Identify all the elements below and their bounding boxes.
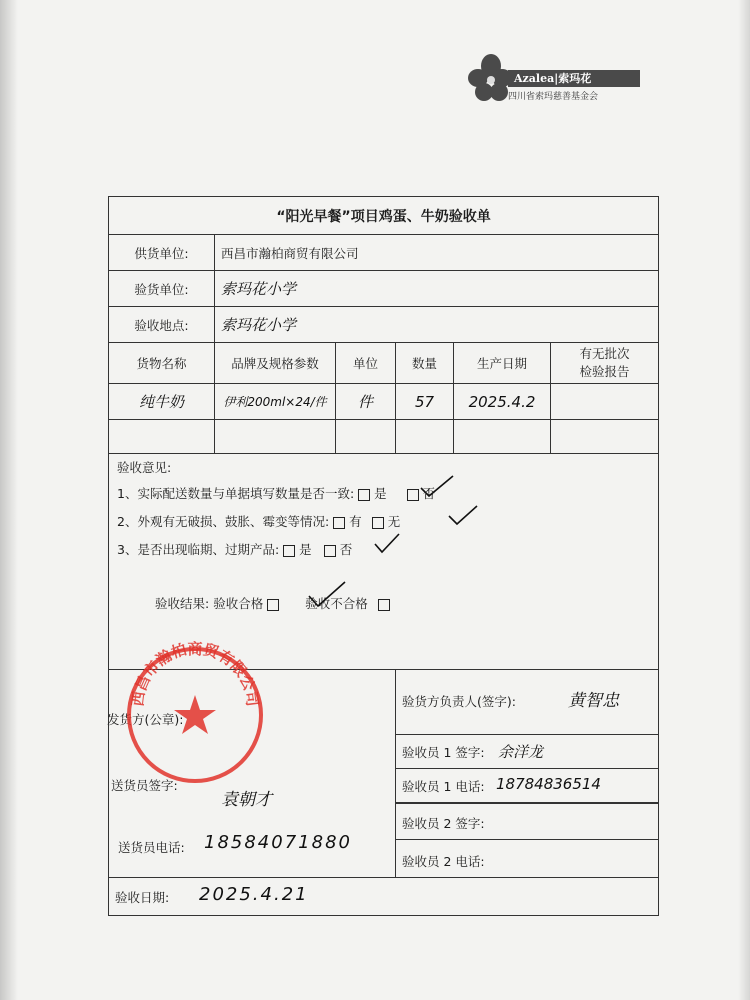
col-report-header: [551, 343, 659, 384]
row1-qty: 57: [396, 384, 454, 420]
q3-no-checkbox[interactable]: [324, 545, 336, 557]
row1-brand: 伊利200ml×24/件: [215, 384, 336, 420]
result-pass-checkbox[interactable]: [267, 599, 279, 611]
date-value: 2025.4.21: [199, 884, 309, 905]
inspector-head-label: 验货方负责人(签字):: [402, 694, 516, 709]
location-label: 验收地点:: [109, 307, 215, 343]
question-1-text: 1、实际配送数量与单据填写数量是否一致:: [117, 486, 355, 501]
inspector2-phone-cell: [396, 840, 659, 878]
table-row: [109, 420, 659, 454]
supplier-value: 西昌市瀚柏商贸有限公司: [215, 235, 659, 271]
row2-report: [551, 420, 659, 454]
seal-star-icon: [174, 695, 216, 734]
inspector1-sign-value: 余洋龙: [498, 743, 544, 761]
q3-yes-label: 是: [299, 542, 312, 557]
company-seal: [120, 640, 270, 790]
q2-none-check-mark-icon: [445, 504, 481, 530]
q1-yes-checkbox[interactable]: [358, 489, 370, 501]
row1-unit: 件: [336, 384, 396, 420]
supplier-label: 供货单位:: [109, 235, 215, 271]
col-date-header: 生产日期: [454, 343, 551, 384]
inspector2-sign-label: 验收员 2 签字:: [402, 816, 485, 831]
inspector2-phone-label: 验收员 2 电话:: [402, 854, 485, 869]
table-row: [109, 384, 659, 420]
logo-org-text: 四川省索玛慈善基金会: [508, 92, 599, 102]
date-label: 验收日期:: [115, 890, 170, 905]
row2-qty: [396, 420, 454, 454]
deliverer-phone-value: 18584071880: [204, 832, 352, 853]
col-report-header-line2: 检验报告: [579, 364, 630, 379]
form-title: “阳光早餐”项目鸡蛋、牛奶验收单: [109, 197, 659, 235]
question-2: [117, 512, 400, 530]
q1-yes-check-mark-icon: [417, 474, 457, 500]
row1-goods: 纯牛奶: [109, 384, 215, 420]
row1-date: 2025.4.2: [454, 384, 551, 420]
inspector2-sign-cell: [396, 804, 659, 840]
inspector1-sign-label: 验收员 1 签字:: [402, 745, 485, 760]
result-fail-label: 验收不合格: [305, 596, 368, 611]
result-pass-label: 验收合格: [213, 596, 264, 611]
deliverer-sign-label: 送货员签字:: [111, 778, 178, 793]
col-unit-header: 单位: [336, 343, 396, 384]
foundation-logo: [468, 52, 648, 106]
date-cell: [109, 878, 659, 916]
receiver-value: 索玛花小学: [215, 271, 659, 307]
receiver-label: 验货单位:: [109, 271, 215, 307]
q2-none-label: 无: [387, 514, 401, 529]
result-line: [155, 594, 394, 612]
opinion-section: [109, 454, 659, 670]
row2-date: [454, 420, 551, 454]
row1-report: [551, 384, 659, 420]
location-value: 索玛花小学: [215, 307, 659, 343]
scan-shadow-left: [0, 0, 18, 1000]
result-label: 验收结果:: [155, 596, 210, 611]
col-goods-header: 货物名称: [109, 343, 215, 384]
question-2-text: 2、外观有无破损、鼓胀、霉变等情况:: [117, 514, 330, 529]
seal-text: 西昌市瀚柏商贸有限公司: [128, 640, 262, 708]
opinion-label: 验收意见:: [117, 460, 172, 475]
result-pass-check-mark-icon: [305, 580, 349, 610]
deliverer-phone-label: 送货员电话:: [118, 840, 185, 855]
inspector1-phone-label: 验收员 1 电话:: [402, 779, 485, 794]
scan-shadow-right: [738, 0, 750, 1000]
logo-brand-text: Azalea|索玛花: [508, 70, 640, 87]
row2-brand: [215, 420, 336, 454]
deliverer-sign-value: 袁朝才: [221, 790, 272, 810]
question-3-text: 3、是否出现临期、过期产品:: [117, 542, 280, 557]
q1-no-label: 否: [422, 486, 436, 501]
row2-unit: [336, 420, 396, 454]
q1-yes-label: 是: [374, 486, 387, 501]
inspector1-sign-cell: [396, 735, 659, 769]
result-fail-checkbox[interactable]: [378, 599, 390, 611]
row2-goods: [109, 420, 215, 454]
q3-no-check-mark-icon: [371, 532, 403, 558]
sender-label: 发货方(公章):: [107, 712, 184, 727]
q3-no-label: 否: [339, 542, 353, 557]
question-1: [117, 484, 435, 502]
q2-have-label: 有: [349, 514, 362, 529]
q2-none-checkbox[interactable]: [372, 517, 384, 529]
col-report-header-line1: 有无批次: [579, 346, 630, 361]
q3-yes-checkbox[interactable]: [283, 545, 295, 557]
question-3: [117, 540, 352, 558]
inspector-head-section: [396, 670, 659, 735]
inspection-form: [108, 196, 659, 916]
q2-have-checkbox[interactable]: [333, 517, 345, 529]
inspector1-phone-value: 18784836514: [496, 775, 601, 793]
col-qty-header: 数量: [396, 343, 454, 384]
col-brand-header: 品牌及规格参数: [215, 343, 336, 384]
inspector-head-value: 黄智忠: [568, 691, 619, 711]
inspector1-phone-cell: [396, 769, 659, 803]
